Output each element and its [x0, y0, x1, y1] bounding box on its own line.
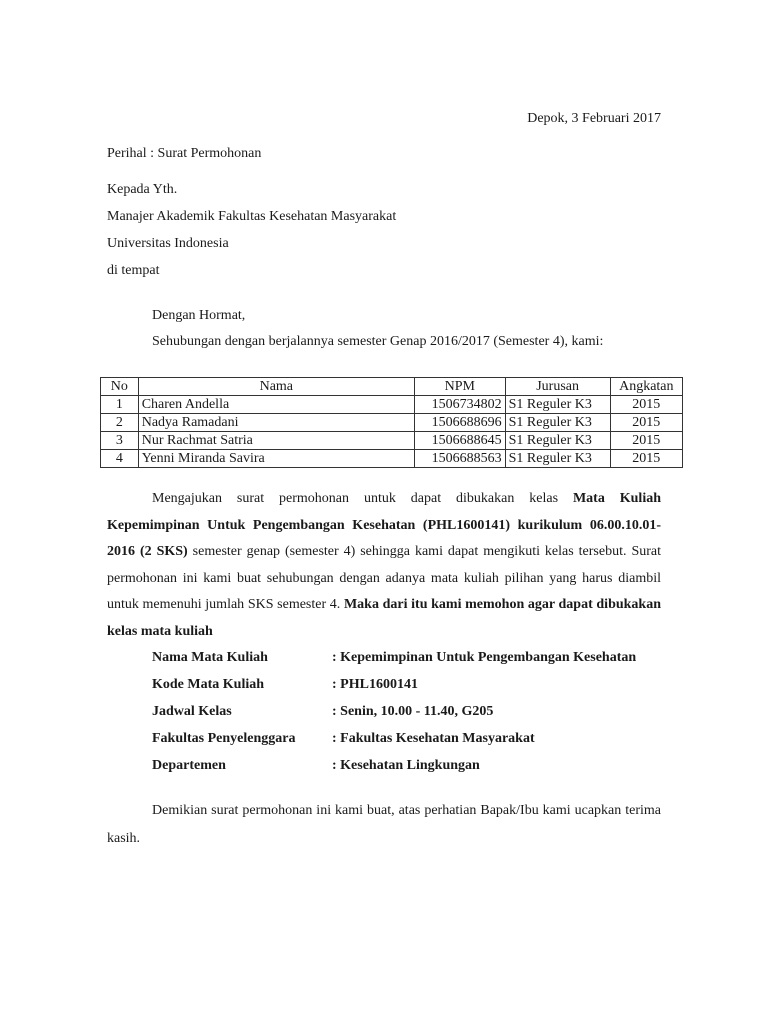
recipient-place: di tempat: [107, 263, 160, 278]
header-npm: NPM: [414, 378, 505, 396]
cell-npm: 1506734802: [414, 396, 505, 414]
request-paragraph: [107, 486, 661, 646]
cell-jurusan: S1 Reguler K3: [505, 450, 610, 468]
recipient-title: Manajer Akademik Fakultas Kesehatan Masyarakat: [107, 209, 397, 224]
request-text-1: Mengajukan surat permohonan untuk dapat dibukakan kelas: [152, 491, 573, 506]
cell-jurusan: S1 Reguler K3: [505, 414, 610, 432]
request-highlight: Maka dari itu kami memohon agar dapat dibukakan kelas mata kuliah: [107, 597, 661, 639]
cell-npm: 1506688563: [414, 450, 505, 468]
cell-nama: Yenni Miranda Savira: [138, 450, 414, 468]
cell-no: 1: [101, 396, 139, 414]
cell-angkatan: 2015: [610, 432, 682, 450]
closing-text: Demikian surat permohonan ini kami buat, atas perhatian Bapak/Ibu kami ucapkan terima kasih.: [107, 803, 661, 846]
detail-label: Jadwal Kelas: [152, 704, 232, 719]
cell-nama: Nur Rachmat Satria: [138, 432, 414, 450]
table-row: [101, 414, 683, 432]
recipient-institution: Universitas Indonesia: [107, 236, 229, 251]
detail-label: Fakultas Penyelenggara: [152, 731, 296, 746]
cell-nama: Nadya Ramadani: [138, 414, 414, 432]
cell-jurusan: S1 Reguler K3: [505, 432, 610, 450]
intro-text: Sehubungan dengan berjalannya semester Genap 2016/2017 (Semester 4), kami:: [152, 334, 604, 349]
cell-angkatan: 2015: [610, 450, 682, 468]
table-header-row: [101, 378, 683, 396]
cell-nama: Charen Andella: [138, 396, 414, 414]
greeting: Dengan Hormat,: [152, 308, 246, 323]
cell-npm: 1506688645: [414, 432, 505, 450]
table-row: [101, 432, 683, 450]
closing-paragraph: [107, 797, 661, 853]
cell-npm: 1506688696: [414, 414, 505, 432]
table-row: [101, 396, 683, 414]
letter-date: Depok, 3 Februari 2017: [527, 111, 661, 126]
header-angkatan: Angkatan: [610, 378, 682, 396]
cell-angkatan: 2015: [610, 396, 682, 414]
cell-angkatan: 2015: [610, 414, 682, 432]
cell-no: 2: [101, 414, 139, 432]
request-text-2: semester genap (semester 4) sehingga kami dapat mengikuti kelas tersebut. Surat permohonan ini kami buat sehubungan dengan adanya mata kuliah pilihan yang harus diambil untuk memenuhi jumlah SKS semester 4.: [107, 544, 661, 613]
cell-no: 4: [101, 450, 139, 468]
course-highlight: Mata Kuliah Kepemimpinan Untuk Pengembangan Kesehatan (PHL1600141) kurikulum 06.00.10.01-2016 (2 SKS): [107, 491, 661, 560]
cell-no: 3: [101, 432, 139, 450]
detail-label: Kode Mata Kuliah: [152, 677, 265, 692]
detail-label: Nama Mata Kuliah: [152, 650, 268, 665]
recipient-salutation: Kepada Yth.: [107, 182, 178, 197]
header-jurusan: Jurusan: [505, 378, 610, 396]
cell-jurusan: S1 Reguler K3: [505, 396, 610, 414]
detail-value: : PHL1600141: [332, 677, 418, 692]
detail-value: : Senin, 10.00 - 11.40, G205: [332, 704, 494, 719]
header-no: No: [101, 378, 139, 396]
letter-subject: Perihal : Surat Permohonan: [107, 146, 262, 161]
detail-value: : Fakultas Kesehatan Masyarakat: [332, 731, 535, 746]
header-nama: Nama: [138, 378, 414, 396]
detail-label: Departemen: [152, 758, 226, 773]
detail-value: : Kesehatan Lingkungan: [332, 758, 480, 773]
detail-value: : Kepemimpinan Untuk Pengembangan Kesehatan: [332, 650, 637, 665]
student-table: [100, 377, 683, 468]
table-row: [101, 450, 683, 468]
